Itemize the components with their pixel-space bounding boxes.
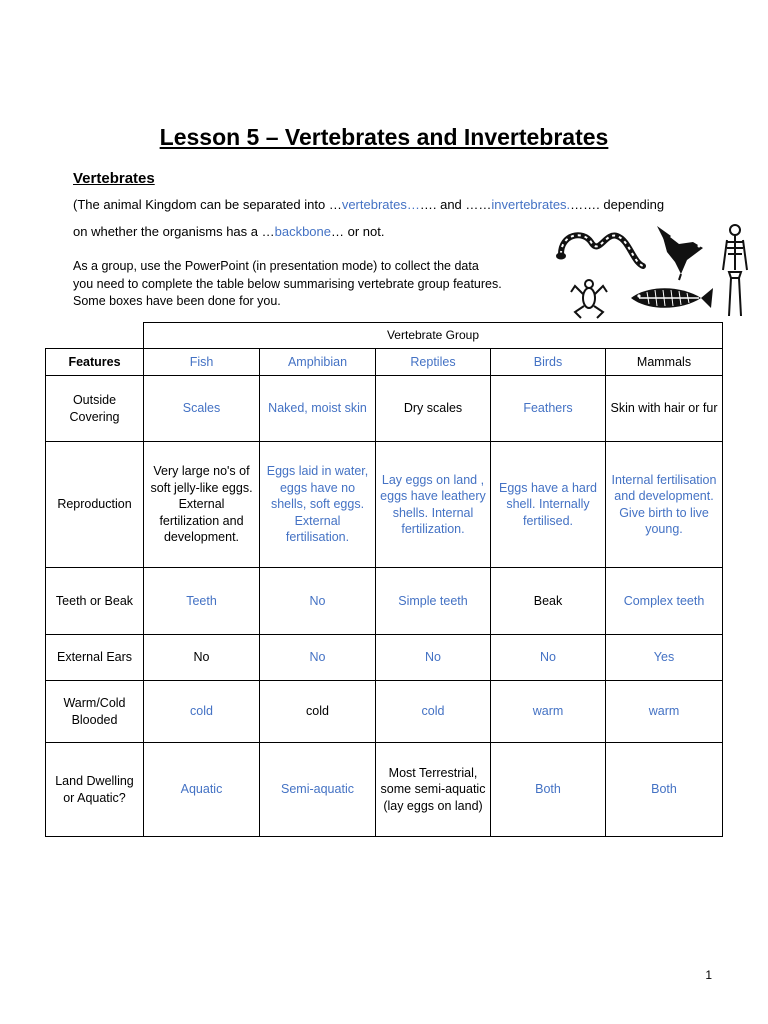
table-cell: Simple teeth bbox=[376, 568, 491, 635]
fish-skeleton-icon bbox=[631, 288, 713, 308]
table-row bbox=[46, 635, 723, 681]
table-row bbox=[46, 681, 723, 743]
group-header: Vertebrate Group bbox=[144, 323, 723, 349]
table-row bbox=[46, 568, 723, 635]
table-cell: warm bbox=[491, 681, 606, 743]
section-heading: Vertebrates bbox=[73, 170, 155, 187]
intro-line-1 bbox=[73, 197, 664, 212]
page-number: 1 bbox=[705, 968, 712, 982]
table-cell: Scales bbox=[144, 376, 260, 442]
feature-label: Reproduction bbox=[46, 442, 144, 568]
intro-text: ……. depending bbox=[570, 197, 665, 212]
table-cell: Eggs have a hard shell. Internally fertilised. bbox=[491, 442, 606, 568]
table-cell: Most Terrestrial, some semi-aquatic (lay eggs on land) bbox=[376, 743, 491, 837]
table-cell: No bbox=[144, 635, 260, 681]
instructions bbox=[73, 258, 543, 311]
answer-invertebrates: invertebrates. bbox=[491, 197, 571, 212]
frog-icon bbox=[571, 280, 607, 318]
group-amphibian: Amphibian bbox=[260, 349, 376, 376]
table-row bbox=[46, 376, 723, 442]
snake-icon bbox=[556, 235, 643, 266]
bird-icon bbox=[657, 226, 703, 280]
table-cell: Complex teeth bbox=[606, 568, 723, 635]
instructions-line: Some boxes have been done for you. bbox=[73, 294, 281, 308]
table-cell: Feathers bbox=[491, 376, 606, 442]
table-cell: Naked, moist skin bbox=[260, 376, 376, 442]
table-header-row bbox=[46, 323, 723, 349]
table-row bbox=[46, 442, 723, 568]
group-birds: Birds bbox=[491, 349, 606, 376]
group-mammals: Mammals bbox=[606, 349, 723, 376]
group-reptiles: Reptiles bbox=[376, 349, 491, 376]
feature-label: Warm/Cold Blooded bbox=[46, 681, 144, 743]
table-cell: Skin with hair or fur bbox=[606, 376, 723, 442]
intro-text: (The animal Kingdom can be separated into … bbox=[73, 197, 342, 212]
table-cell: Yes bbox=[606, 635, 723, 681]
table-cell: No bbox=[260, 635, 376, 681]
intro-text: …. and …… bbox=[419, 197, 492, 212]
table-cell: Both bbox=[491, 743, 606, 837]
feature-label: Teeth or Beak bbox=[46, 568, 144, 635]
table-cell: No bbox=[376, 635, 491, 681]
feature-label: Outside Covering bbox=[46, 376, 144, 442]
table-cell: No bbox=[491, 635, 606, 681]
table-cell: Aquatic bbox=[144, 743, 260, 837]
table-cell: cold bbox=[376, 681, 491, 743]
instructions-line: As a group, use the PowerPoint (in presentation mode) to collect the data bbox=[73, 259, 479, 273]
table-cell: cold bbox=[260, 681, 376, 743]
animal-illustrations bbox=[553, 222, 753, 322]
feature-label: External Ears bbox=[46, 635, 144, 681]
answer-vertebrates: vertebrates… bbox=[341, 197, 420, 212]
table-cell: Internal fertilisation and development. Give birth to live young. bbox=[606, 442, 723, 568]
table-cell: Beak bbox=[491, 568, 606, 635]
table-cell: Eggs laid in water, eggs have no shells, soft eggs. External fertilisation. bbox=[260, 442, 376, 568]
features-header: Features bbox=[46, 349, 144, 376]
table-cell: No bbox=[260, 568, 376, 635]
answer-backbone: backbone bbox=[274, 224, 331, 239]
feature-label: Land Dwelling or Aquatic? bbox=[46, 743, 144, 837]
table-cell: Both bbox=[606, 743, 723, 837]
table-cell: Very large no's of soft jelly-like eggs. External fertilization and development. bbox=[144, 442, 260, 568]
table-cell: cold bbox=[144, 681, 260, 743]
intro-text: on whether the organisms has a … bbox=[73, 224, 275, 239]
instructions-line: you need to complete the table below summarising vertebrate group features. bbox=[73, 276, 502, 291]
table-cell: Dry scales bbox=[376, 376, 491, 442]
table-groups-row bbox=[46, 349, 723, 376]
intro-text: … or not. bbox=[331, 224, 385, 239]
table-row bbox=[46, 743, 723, 837]
vertebrate-table bbox=[45, 322, 723, 837]
table-cell: warm bbox=[606, 681, 723, 743]
skeleton-icon bbox=[723, 225, 747, 316]
table-cell: Semi-aquatic bbox=[260, 743, 376, 837]
empty-corner bbox=[46, 323, 144, 349]
intro-line-2 bbox=[73, 224, 384, 239]
page-title: Lesson 5 – Vertebrates and Invertebrates bbox=[159, 124, 609, 150]
group-fish: Fish bbox=[144, 349, 260, 376]
table-cell: Lay eggs on land , eggs have leathery shells. Internal fertilization. bbox=[376, 442, 491, 568]
table-cell: Teeth bbox=[144, 568, 260, 635]
